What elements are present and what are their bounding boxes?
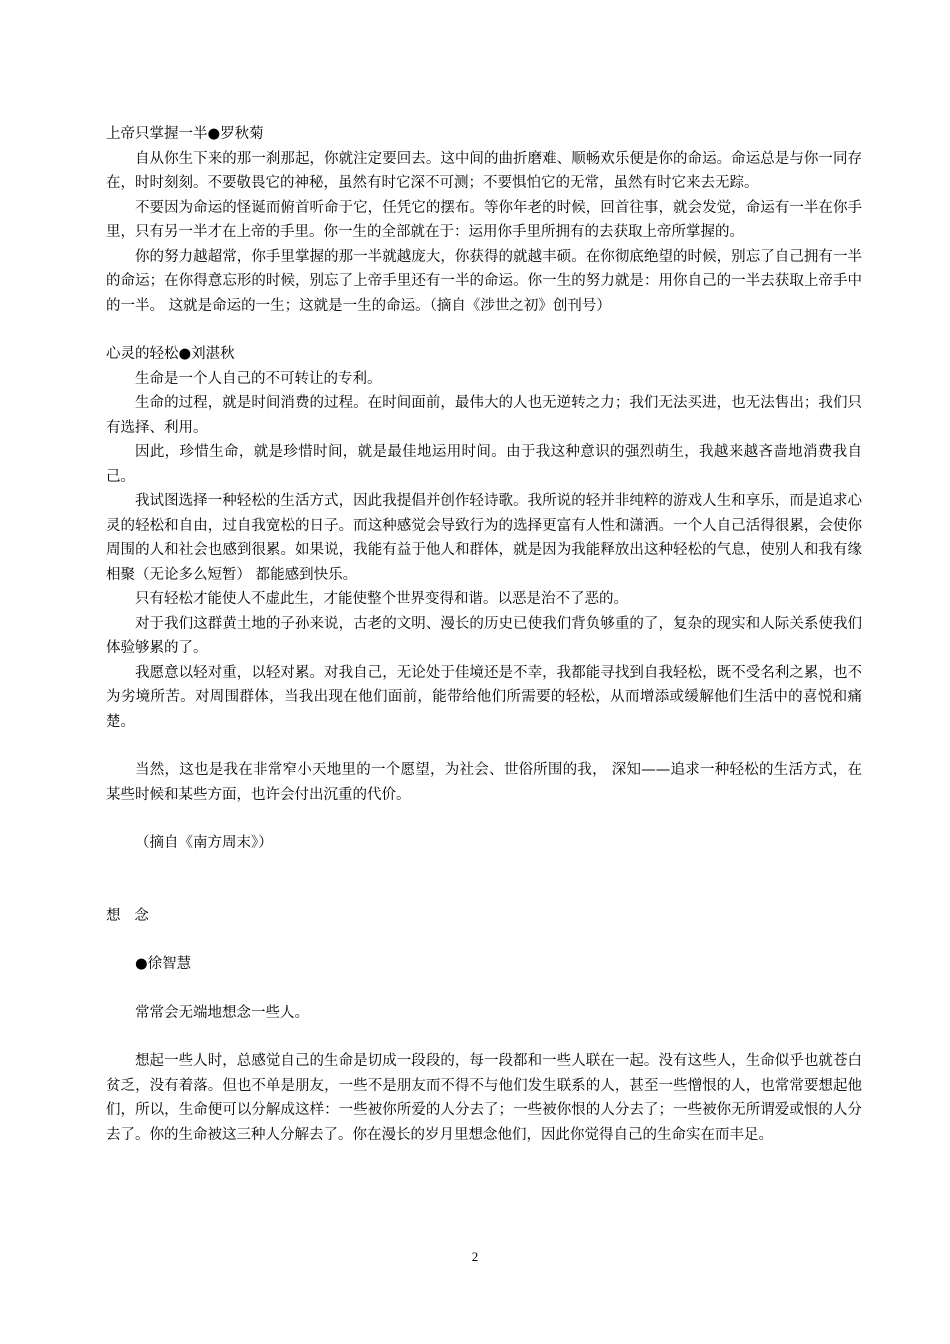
paragraph: 不要因为命运的怪诞而俯首听命于它，任凭它的摆布。等你年老的时候，回首往事，就会发觉，命运有一半在你手里，只有另一半才在上帝的手里。你一生的全部就在于：运用你手里所拥有的去获取上帝所掌握的。	[106, 199, 862, 240]
spacer	[106, 1025, 862, 1049]
article-title-missing: 想 念	[106, 907, 149, 924]
spacer	[106, 977, 862, 1001]
page-number: 2	[471, 1249, 479, 1264]
paragraph: 对于我们这群黄土地的子孙来说，古老的文明、漫长的历史已使我们背负够重的了，复杂的现实和人际关系使我们体验够累的了。	[106, 615, 862, 656]
paragraph: 因此，珍惜生命，就是珍惜时间，就是最佳地运用时间。由于我这种意识的强烈萌生，我越来越吝啬地消费我自己。	[106, 444, 862, 485]
paragraph: 自从你生下来的那一刹那起，你就注定要回去。这中间的曲折磨难、顺畅欢乐便是你的命运。命运总是与你一同存在，时时刻刻。不要敬畏它的神秘，虽然有时它深不可测；不要惧怕它的无常，虽然有时它来去无踪。	[106, 150, 862, 191]
spacer	[106, 807, 862, 831]
article-author: ●徐智慧	[135, 956, 192, 972]
spacer	[106, 734, 862, 758]
spacer	[106, 928, 862, 952]
closing-paragraph: 当然，这也是我在非常窄小天地里的一个愿望，为社会、世俗所围的我， 深知——追求一种轻松的生活方式，在某些时候和某些方面，也许会付出沉重的代价。	[106, 762, 862, 803]
paragraph: 只有轻松才能使人不虚此生，才能使整个世界变得和谐。以恶是治不了恶的。	[135, 591, 628, 607]
source-citation: （摘自《南方周末》）	[135, 835, 273, 851]
page-content	[106, 122, 862, 1147]
paragraph: 我愿意以轻对重，以轻对累。对我自己，无论处于佳境还是不幸，我都能寻找到自我轻松，既不受名利之累，也不为劣境所苦。对周围群体，当我出现在他们面前，能带给他们所需要的轻松，从而增添或缓解他们生活中的喜悦和痛楚。	[106, 664, 862, 730]
paragraph: 生命的过程，就是时间消费的过程。在时间面前，最伟大的人也无逆转之力；我们无法买进，也无法售出；我们只有选择、利用。	[106, 395, 862, 436]
article-title-relaxed-soul: 心灵的轻松●刘湛秋	[106, 346, 235, 362]
paragraph: 我试图选择一种轻松的生活方式，因此我提倡并创作轻诗歌。我所说的轻并非纯粹的游戏人生和享乐，而是追求心灵的轻松和自由，过自我宽松的日子。而这种感觉会导致行为的选择更富有人性和潇洒。一个人自己活得很累，会使你周围的人和社会也感到很累。如果说，我能有益于他人和群体，就是因为我能释放出这种轻松的气息，使别人和我有缘相聚（无论多么短暂） 都能感到快乐。	[106, 493, 862, 583]
paragraph: 生命是一个人自己的不可转让的专利。	[135, 370, 382, 387]
article-title-fate: 上帝只掌握一半●罗秋菊	[106, 126, 264, 142]
paragraph: 想起一些人时，总感觉自己的生命是切成一段段的，每一段都和一些人联在一起。没有这些人，生命似乎也就苍白贫乏，没有着落。但也不单是朋友，一些不是朋友而不得不与他们发生联系的人，甚至一些憎恨的人，也常常要想起他们，所以，生命便可以分解成这样：一些被你所爱的人分去了；一些被你恨的人分去了；一些被你无所谓爱或恨的人分去了。你的生命被这三种人分解去了。你在漫长的岁月里想念他们，因此你觉得自己的生命实在而丰足。	[106, 1053, 862, 1143]
spacer	[106, 856, 862, 904]
paragraph: 常常会无端地想念一些人。	[135, 1004, 309, 1021]
paragraph: 你的努力越超常，你手里掌握的那一半就越庞大，你获得的就越丰硕。在你彻底绝望的时候，别忘了自己拥有一半的命运；在你得意忘形的时候，别忘了上帝手里还有一半的命运。你一生的努力就是：用你自己的一半去获取上帝手中的一半。 这就是命运的一生；这就是一生的命运。（摘自《涉世之初》创刊号）	[106, 248, 862, 314]
spacer	[106, 318, 862, 342]
